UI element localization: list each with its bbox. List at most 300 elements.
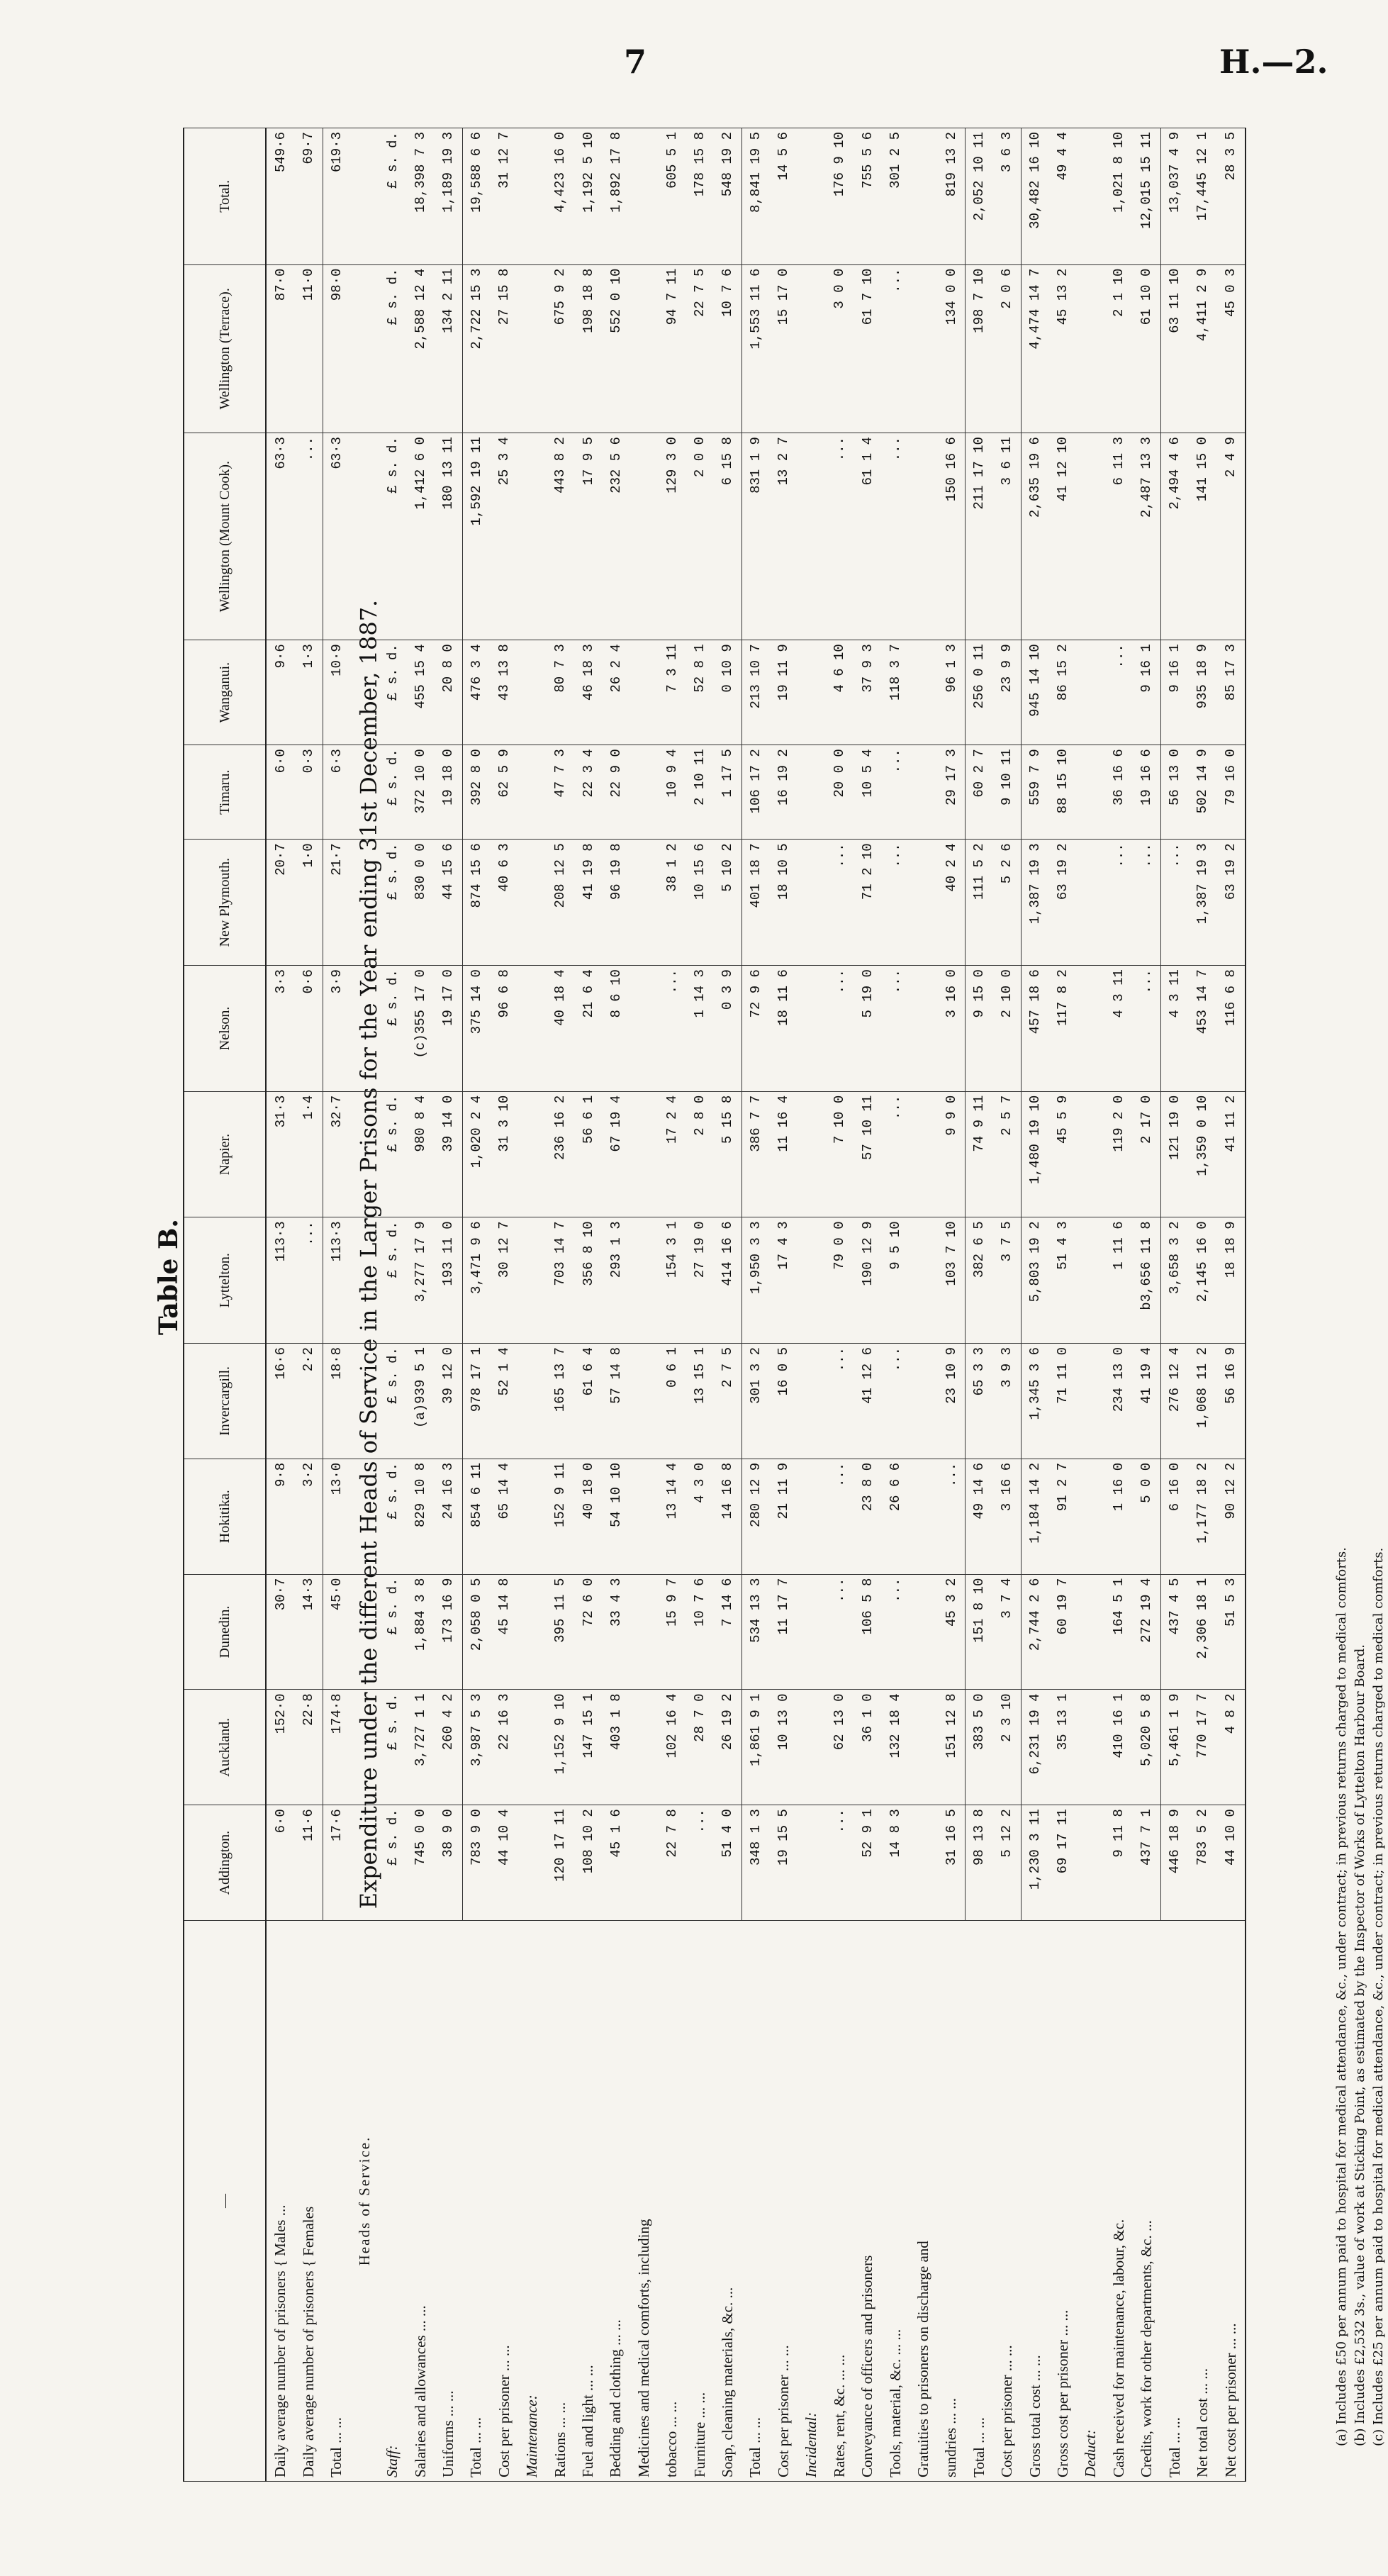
cell-value: 3,471 9 6 [462,1217,490,1344]
cell-value: 13 2 7 [770,433,797,640]
table-row [323,128,350,2482]
row-label: Daily average number of prisoners { Females [295,1921,323,2482]
cell-value: 1,359 0 10 [1189,1091,1216,1217]
table-title: Table B. [154,1219,184,1335]
cell-value: 10 5 4 [853,745,881,840]
cell-value: 52 8 1 [685,640,713,745]
cell-value: 3 6 11 [993,433,1021,640]
cell-value [630,1690,658,1805]
cell-value: 18 10 5 [770,840,797,966]
cell-value [630,264,658,433]
cell-value: 85 17 3 [1216,640,1246,745]
cell-value: 6 15 8 [714,433,741,640]
cell-value: 605 5 1 [658,128,685,265]
cell-value: 2,306 18 1 [1189,1574,1216,1690]
document-code: H.—2. [1219,43,1328,81]
cell-value: 44 10 0 [1216,1805,1246,1921]
row-label: Daily average number of prisoners { Males ... [266,1921,295,2482]
table-row [1133,128,1160,2482]
cell-value: 27 19 0 [685,1217,713,1344]
cell-value: 116 6 8 [1216,966,1246,1092]
cell-value [797,1690,825,1805]
cell-value: 45 3 2 [937,1574,965,1690]
cell-value: ... [1133,840,1160,966]
cell-value: 147 15 1 [574,1690,602,1805]
row-label: Rations ... ... [546,1921,573,2482]
cell-value [797,1574,825,1690]
cell-value [910,1217,937,1344]
cell-value: 22 9 0 [602,745,629,840]
cell-value: 56 13 0 [1160,745,1188,840]
table-row [825,128,853,2482]
cell-value: 11 17 7 [770,1574,797,1690]
cell-value: 455 15 4 [406,640,434,745]
cell-value: 1,553 11 6 [741,264,769,433]
cell-value: 118 3 7 [881,640,909,745]
cell-value [518,1459,546,1574]
cell-value: 1·4 [295,1091,323,1217]
cell-value: 40 18 4 [546,966,573,1092]
cell-value: £ s. d. [379,1344,406,1459]
cell-value: 1,480 19 10 [1021,1091,1048,1217]
cell-value: 256 0 11 [966,640,993,745]
cell-value [910,640,937,745]
table-row [602,128,629,2482]
table-row [546,128,573,2482]
row-label: Total ... ... [323,1921,350,2482]
cell-value: 19 16 6 [1133,745,1160,840]
cell-value: 3 0 0 [825,264,853,433]
cell-value: 549·6 [266,128,295,265]
column-header: Invercargill. [184,1344,266,1459]
cell-value: 2,052 10 11 [966,128,993,265]
table-body [266,128,1246,2482]
cell-value: ... [825,1459,853,1574]
cell-value [351,1091,379,1217]
cell-value: 2 7 5 [714,1344,741,1459]
row-label: Total ... ... [741,1921,769,2482]
cell-value [518,745,546,840]
cell-value [630,1574,658,1690]
cell-value: 63 19 2 [1216,840,1246,966]
cell-value: 134 0 0 [937,264,965,433]
cell-value: 15 9 7 [658,1574,685,1690]
cell-value: 6·3 [323,745,350,840]
cell-value: 14 5 6 [770,128,797,265]
cell-value: 3,658 3 2 [1160,1217,1188,1344]
cell-value: 280 12 9 [741,1459,769,1574]
cell-value: 1 14 3 [685,966,713,1092]
cell-value: 1,177 18 2 [1189,1459,1216,1574]
cell-value: 86 15 2 [1049,640,1077,745]
cell-value [518,264,546,433]
cell-value: 62 13 0 [825,1690,853,1805]
cell-value: 3 7 4 [993,1574,1021,1690]
cell-value: 236 16 2 [546,1091,573,1217]
table-row [491,128,518,2482]
cell-value [910,966,937,1092]
cell-value: 61 6 4 [574,1344,602,1459]
cell-value: 2·2 [295,1344,323,1459]
cell-value: 1,192 5 10 [574,128,602,265]
cell-value: 5 2 6 [993,840,1021,966]
cell-value: 3 7 5 [993,1217,1021,1344]
cell-value: ... [881,433,909,640]
cell-value: 51 4 0 [714,1805,741,1921]
cell-value [630,1091,658,1217]
row-label: Incidental: [797,1921,825,2482]
cell-value [797,966,825,1092]
table-row [797,128,825,2482]
row-label: Gross cost per prisoner ... ... [1049,1921,1077,2482]
cell-value: 8,841 19 5 [741,128,769,265]
cell-value: 32·7 [323,1091,350,1217]
cell-value: 745 0 0 [406,1805,434,1921]
cell-value: 382 6 5 [966,1217,993,1344]
row-label: Total ... ... [462,1921,490,2482]
cell-value: 96 1 3 [937,640,965,745]
cell-value: 5 0 0 [1133,1459,1160,1574]
cell-value: £ s. d. [379,1690,406,1805]
cell-value [797,1217,825,1344]
cell-value: 2,722 15 3 [462,264,490,433]
cell-value [351,640,379,745]
cell-value: 103 7 10 [937,1217,965,1344]
row-label: Rates, rent, &c. ... ... [825,1921,853,2482]
cell-value: 18 18 9 [1216,1217,1246,1344]
cell-value [1077,128,1104,265]
cell-value: ... [825,1805,853,1921]
cell-value: 2 4 9 [1216,433,1246,640]
cell-value: 2,744 2 6 [1021,1574,1048,1690]
cell-value: 534 13 3 [741,1574,769,1690]
cell-value: 348 1 3 [741,1805,769,1921]
column-header: Dunedin. [184,1574,266,1690]
cell-value: 1,412 6 0 [406,433,434,640]
cell-value: 9 11 8 [1105,1805,1133,1921]
cell-value: 234 13 0 [1105,1344,1133,1459]
table-row [435,128,462,2482]
cell-value: 1,592 19 11 [462,433,490,640]
cell-value: 7 10 0 [825,1091,853,1217]
cell-value: 5,461 1 9 [1160,1690,1188,1805]
cell-value: 3,277 17 9 [406,1217,434,1344]
row-label: Net total cost ... ... [1189,1921,1216,2482]
cell-value: 35 13 1 [1049,1690,1077,1805]
cell-value: 13 15 1 [685,1344,713,1459]
cell-value: 13·0 [323,1459,350,1574]
cell-value: ... [825,433,853,640]
cell-value: 61 10 0 [1133,264,1160,433]
table-row [351,128,379,2482]
cell-value: 829 10 8 [406,1459,434,1574]
cell-value: 28 7 0 [685,1690,713,1805]
cell-value: 40 6 3 [491,840,518,966]
cell-value: 854 6 11 [462,1459,490,1574]
table-row [1189,128,1216,2482]
cell-value: 152 9 11 [546,1459,573,1574]
cell-value: 40 2 4 [937,840,965,966]
cell-value: 36 1 0 [853,1690,881,1805]
cell-value: ... [881,1344,909,1459]
column-header: Total. [184,128,266,265]
cell-value: 132 18 4 [881,1690,909,1805]
cell-value: 14 16 8 [714,1459,741,1574]
cell-value [351,1344,379,1459]
cell-value: 10 7 6 [685,1574,713,1690]
cell-value [630,1217,658,1344]
footnote-c: (c) Includes £25 per annum paid to hospital for medical attendance, &c., under contract; in previous returns charged to medical comforts. [1371,1547,1386,2446]
cell-value: 61 7 10 [853,264,881,433]
cell-value: 38 1 2 [658,840,685,966]
column-header-label: — [184,1921,266,2482]
cell-value: 19 18 0 [435,745,462,840]
cell-value: £ s. d. [379,1574,406,1690]
cell-value: 13 14 4 [658,1459,685,1574]
cell-value: 98·0 [323,264,350,433]
cell-value: 208 12 5 [546,840,573,966]
cell-value: 121 19 0 [1160,1091,1188,1217]
cell-value: 2 3 10 [993,1690,1021,1805]
cell-value: 22 7 8 [658,1805,685,1921]
cell-value: 9 16 1 [1133,640,1160,745]
cell-value: 72 6 0 [574,1574,602,1690]
cell-value: 25 3 4 [491,433,518,640]
cell-value: 2 0 0 [685,433,713,640]
cell-value: 1·3 [295,640,323,745]
row-label: Furniture ... ... [685,1921,713,2482]
cell-value: 3·3 [266,966,295,1092]
cell-value: 17 9 5 [574,433,602,640]
cell-value: 26 6 6 [881,1459,909,1574]
table-row [966,128,993,2482]
cell-value: 198 7 10 [966,264,993,433]
cell-value: 102 16 4 [658,1690,685,1805]
cell-value: 2,487 13 3 [1133,433,1160,640]
page-number: 7 [624,43,647,81]
cell-value [630,966,658,1092]
row-label: Soap, cleaning materials, &c. ... [714,1921,741,2482]
column-header: Wellington (Mount Cook). [184,433,266,640]
cell-value [518,1344,546,1459]
table-row [266,128,295,2482]
cell-value: 28 3 5 [1216,128,1246,265]
cell-value: 7 14 6 [714,1574,741,1690]
cell-value: 51 4 3 [1049,1217,1077,1344]
cell-value: 80 7 3 [546,640,573,745]
cell-value: 72 9 6 [741,966,769,1092]
cell-value: 62 5 9 [491,745,518,840]
cell-value: 10 15 6 [685,840,713,966]
cell-value: 178 15 8 [685,128,713,265]
cell-value: 18 11 6 [770,966,797,1092]
cell-value: ... [658,966,685,1092]
cell-value [351,1459,379,1574]
cell-value: 18·8 [323,1344,350,1459]
cell-value: 9 5 10 [881,1217,909,1344]
cell-value [1077,966,1104,1092]
cell-value [351,128,379,265]
cell-value: 1,950 3 3 [741,1217,769,1344]
cell-value: 164 5 1 [1105,1574,1133,1690]
cell-value: 2 0 6 [993,264,1021,433]
cell-value: 39 14 0 [435,1091,462,1217]
cell-value [797,640,825,745]
table-row [1077,128,1104,2482]
cell-value: 108 10 2 [574,1805,602,1921]
cell-value: 2 1 10 [1105,264,1133,433]
cell-value: ... [881,1091,909,1217]
cell-value: 154 3 1 [658,1217,685,1344]
cell-value: 2,494 4 6 [1160,433,1188,640]
cell-value: 4 6 10 [825,640,853,745]
cell-value: £ s. d. [379,433,406,640]
table-row [993,128,1021,2482]
cell-value: 31 12 7 [491,128,518,265]
cell-value [910,1459,937,1574]
cell-value: 453 14 7 [1189,966,1216,1092]
cell-value: 38 9 0 [435,1805,462,1921]
cell-value: 403 1 8 [602,1690,629,1805]
cell-value [518,840,546,966]
cell-value [910,1091,937,1217]
cell-value: 74 9 11 [966,1091,993,1217]
cell-value: 372 10 0 [406,745,434,840]
table-header-row [184,128,266,2482]
cell-value: 10·9 [323,640,350,745]
cell-value: 457 18 6 [1021,966,1048,1092]
row-label: Gross total cost ... ... [1021,1921,1048,2482]
cell-value: 22·8 [295,1690,323,1805]
cell-value: 4 8 2 [1216,1690,1246,1805]
cell-value: 6·0 [266,745,295,840]
row-label: Cost per prisoner ... ... [491,1921,518,2482]
cell-value: 96 6 8 [491,966,518,1092]
cell-value: 1 16 0 [1105,1459,1133,1574]
cell-value: 16 19 2 [770,745,797,840]
row-label: Credits, work for other departments, &c. ... [1133,1921,1160,2482]
cell-value: 44 15 6 [435,840,462,966]
cell-value [630,745,658,840]
cell-value: 20 0 0 [825,745,853,840]
cell-value [1077,840,1104,966]
cell-value: 23 9 9 [993,640,1021,745]
cell-value: 19,588 6 6 [462,128,490,265]
cell-value: 46 18 3 [574,640,602,745]
cell-value: 375 14 0 [462,966,490,1092]
cell-value: 41 19 8 [574,840,602,966]
cell-value [1077,1459,1104,1574]
cell-value: 22 7 5 [685,264,713,433]
cell-value: 770 17 7 [1189,1690,1216,1805]
cell-value: 4,411 2 9 [1189,264,1216,433]
column-header: Nelson. [184,966,266,1092]
cell-value: 11·0 [295,264,323,433]
cell-value: 301 3 2 [741,1344,769,1459]
table-row [853,128,881,2482]
cell-value [1077,433,1104,640]
cell-value: 18,398 7 3 [406,128,434,265]
table-row [462,128,490,2482]
row-label: Maintenance: [518,1921,546,2482]
cell-value: 151 8 10 [966,1574,993,1690]
cell-value: ... [1105,640,1133,745]
cell-value: 63 19 2 [1049,840,1077,966]
cell-value: 54 10 10 [602,1459,629,1574]
cell-value: ... [825,840,853,966]
cell-value: 6 16 0 [1160,1459,1188,1574]
cell-value: 401 18 7 [741,840,769,966]
cell-value: 165 13 7 [546,1344,573,1459]
cell-value: 476 3 4 [462,640,490,745]
cell-value: 619·3 [323,128,350,265]
cell-value: 47 7 3 [546,745,573,840]
cell-value: 22 3 4 [574,745,602,840]
table-row [881,128,909,2482]
cell-value: 831 1 9 [741,433,769,640]
cell-value [351,1217,379,1344]
column-header: Timaru. [184,745,266,840]
row-label: Tools, material, &c. ... ... [881,1921,909,2482]
cell-value: 69·7 [295,128,323,265]
cell-value: 9·6 [266,640,295,745]
cell-value: 5 15 8 [714,1091,741,1217]
row-label: Medicines and medical comforts, including [630,1921,658,2482]
cell-value: 3 6 3 [993,128,1021,265]
cell-value: 198 18 8 [574,264,602,433]
cell-value: 150 16 6 [937,433,965,640]
cell-value: 1,230 3 11 [1021,1805,1048,1921]
cell-value: £ s. d. [379,1217,406,1344]
cell-value [910,1805,937,1921]
cell-value: 67 19 4 [602,1091,629,1217]
cell-value: 4 3 11 [1160,966,1188,1092]
cell-value: 437 4 5 [1160,1574,1188,1690]
cell-value: 113·3 [323,1217,350,1344]
cell-value: 1,884 3 8 [406,1574,434,1690]
cell-value: 11·6 [295,1805,323,1921]
cell-value: 71 11 0 [1049,1344,1077,1459]
cell-value [351,264,379,433]
cell-value: 16·6 [266,1344,295,1459]
cell-value: 15 17 0 [770,264,797,433]
cell-value: 945 14 10 [1021,640,1048,745]
cell-value: 443 8 2 [546,433,573,640]
cell-value: ... [825,1574,853,1690]
cell-value: 17 2 4 [658,1091,685,1217]
cell-value: 117 8 2 [1049,966,1077,1092]
cell-value: 190 12 9 [853,1217,881,1344]
cell-value: 10 13 0 [770,1690,797,1805]
cell-value [630,433,658,640]
cell-value [910,128,937,265]
cell-value: ... [881,966,909,1092]
cell-value: 783 9 0 [462,1805,490,1921]
cell-value: 11 16 4 [770,1091,797,1217]
cell-value: 39 12 0 [435,1344,462,1459]
cell-value: 1,020 2 4 [462,1091,490,1217]
cell-value: 40 18 0 [574,1459,602,1574]
cell-value: 260 4 2 [435,1690,462,1805]
cell-value: 211 17 10 [966,433,993,640]
row-label: Deduct: [1077,1921,1104,2482]
cell-value [630,1459,658,1574]
cell-value: 56 16 9 [1216,1344,1246,1459]
table-row [741,128,769,2482]
cell-value [630,1344,658,1459]
table-row [937,128,965,2482]
cell-value: 978 17 1 [462,1344,490,1459]
